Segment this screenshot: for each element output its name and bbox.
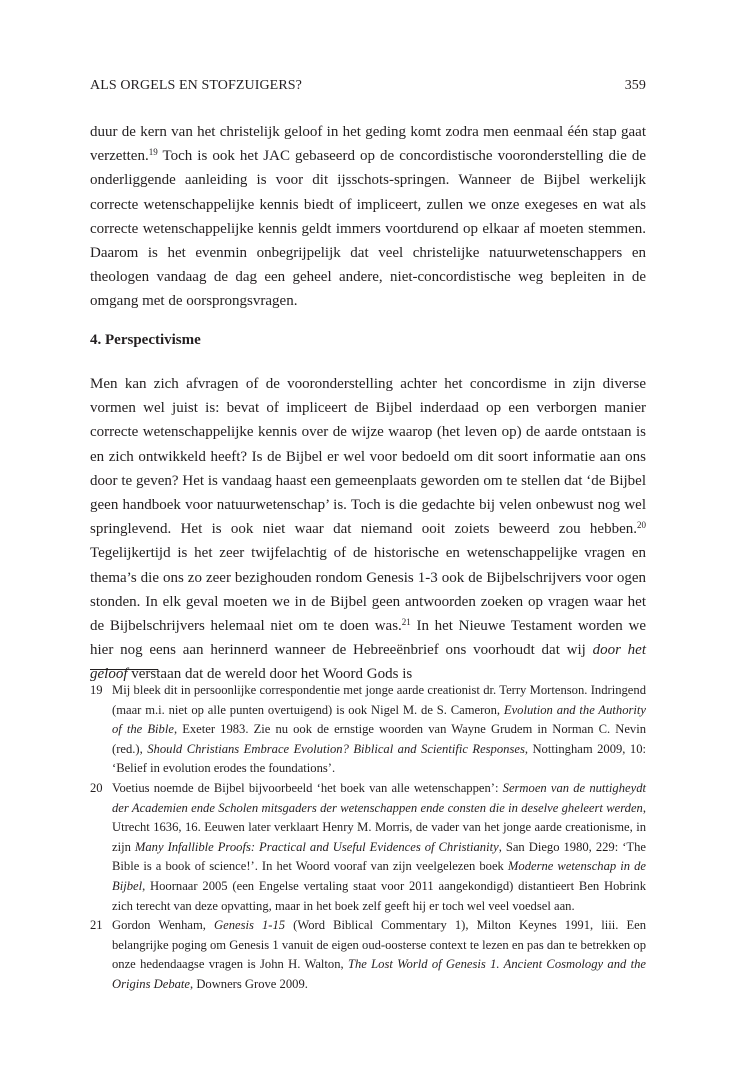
body-paragraph-2 bbox=[90, 372, 646, 687]
footnote-number: 21 bbox=[90, 918, 103, 933]
para2-text-a: Men kan zich afvragen of de vooronderstelling achter het concordisme in zijn diverse vormen wel juist is: bevat of impliceert de Bijbel inderdaad op een verborgen manier correcte wetenschappelijke kennis over de wijze waarop (het leven op) de aarde ontstaan is en zich ontwikkeld heeft? Is de Bijbel er wel voor bedoeld om dit soort informatie aan ons door te geven? Het is vandaag haast een gemeenplaats geworden om te stellen dat ‘de Bijbel geen handboek voor natuurwetenschap’ is. Toch is die gedachte bij velen onbewust nog wel springlevend. Het is ook niet waar dat niemand ooit zoiets beweerd zou hebben. bbox=[90, 376, 646, 538]
footnote-italic-title: The Lost World of Genesis 1. Ancient Cosmology and the Origins Debate bbox=[112, 957, 646, 991]
footnote-italic-title: Many Infallible Proofs: Practical and Useful Evidences of Christianity bbox=[134, 839, 499, 854]
footnote-italic-title: Genesis 1-15 bbox=[214, 918, 286, 933]
body-paragraph-1 bbox=[90, 120, 646, 314]
footnote-separator bbox=[90, 669, 158, 670]
para1-text-b: Toch is ook het JAC gebaseerd op de concordistische vooronderstelling die de onderliggende aanleiding is voor dit ijsschots-springen. Wanneer de Bijbel werkelijk correcte wetenschappelijke kennis biedt of impliceert, zullen we onze exegeses en wat als correcte wetenschappelijke kennis geldt immers voortdurend op elkaar af moeten stemmen. Daarom is het evenmin onbegrijpelijk dat veel christelijke natuurwetenschappers en theologen vandaag de dag een geheel andere, niet-concordistische weg bepleiten in de omgang met de oorsprongsvragen. bbox=[90, 148, 646, 310]
para2-italic-phrase: door het geloof bbox=[90, 642, 646, 683]
para2-text-d: verstaan dat de wereld door het Woord Gods is bbox=[127, 666, 413, 683]
footnote-text: , San Diego 1980, 229: ‘The Bible is a book of science!’. In het Woord vooraf van zijn veelgelezen boek bbox=[112, 839, 646, 874]
section-heading: 4. Perspectivisme bbox=[90, 332, 201, 348]
para1-text-a: duur de kern van het christelijk geloof in het geding komt zodra men eenmaal één stap gaat verzetten. bbox=[90, 124, 646, 165]
footnote-ref-21[interactable]: 21 bbox=[401, 617, 411, 628]
footnote-19 bbox=[90, 681, 646, 779]
para2-text-b: Tegelijkertijd is het zeer twijfelachtig of de historische en wetenschappelijke vragen en thema’s die ons zo zeer bezighouden rondom Genesis 1-3 ook de Bijbelschrijvers voor ogen stonden. In elk geval moeten we in de Bijbel geen antwoorden zoeken op vragen waar het de Bijbelschrijvers helemaal niet om te doen was. bbox=[90, 545, 646, 635]
footnote-italic-title: Moderne wetenschap in de Bijbel bbox=[112, 859, 646, 893]
footnote-text: , Exeter 1983. Zie nu ook de ernstige woorden van Wayne Grudem in Norman C. Nevin (red.), bbox=[112, 722, 647, 756]
footnotes bbox=[90, 681, 646, 995]
footnote-text: , Downers Grove 2009. bbox=[190, 976, 308, 991]
footnote-number: 19 bbox=[90, 683, 103, 697]
footnote-text: (Word Biblical Commentary 1), Milton Keynes 1991, liii. Een belangrijke poging om Genesis 1 vanuit de eigen oud-oosterse context te lezen en pas dan te betrekken op onze hedendaagse vragen is John H. Walton, bbox=[112, 918, 647, 972]
footnote-text: , Hoornaar 2005 (een Engelse vertaling staat voor 2011 aangekondigd) distantieert Ben Hobrink zich terecht van deze opvatting, maar in het boek zelf geeft hij er toch wel veel voedsel aan. bbox=[112, 878, 646, 913]
footnote-text: Mij bleek dit in persoonlijke correspondentie met jonge aarde creationist dr. Terry Mortenson. Indringend (maar m.i. niet op alle punten overtuigend) is ook Nigel M. de S. Cameron, bbox=[112, 683, 646, 717]
footnote-italic-title: Evolution and the Authority of the Bible bbox=[112, 702, 646, 737]
footnote-number: 20 bbox=[90, 780, 103, 795]
footnote-text: , Nottingham 2009, 10: ‘Belief in evolution erodes the foundations’. bbox=[112, 741, 647, 776]
footnote-italic-title: Sermoen van de nuttigheydt der Academien ende Scholen mitsgaders der wetenschappen ende consten die in deselve gheleert werden bbox=[112, 780, 646, 815]
footnote-text: Gordon Wenham, bbox=[112, 918, 215, 933]
footnote-italic-title: Should Christians Embrace Evolution? Biblical and Scientific Responses bbox=[147, 741, 525, 756]
page-number: 359 bbox=[624, 78, 646, 93]
running-header bbox=[90, 78, 646, 94]
footnote-ref-20[interactable]: 20 bbox=[637, 520, 646, 531]
footnote-text: , Utrecht 1636, 16. Eeuwen later verklaart Henry M. Morris, de vader van het jonge aarde creationisme, in zijn bbox=[112, 800, 646, 854]
para2-text-c: In het Nieuwe Testament worden we hier nog eens aan herinnerd wanneer de Hebreeënbrief ons voorhoudt dat wij bbox=[90, 618, 646, 659]
running-title: ALS ORGELS EN STOFZUIGERS? bbox=[90, 78, 302, 93]
footnote-20 bbox=[90, 779, 646, 916]
footnote-21 bbox=[90, 916, 646, 994]
footnote-ref-19[interactable]: 19 bbox=[148, 147, 158, 158]
footnote-text: Voetius noemde de Bijbel bijvoorbeeld ‘het boek van alle wetenschappen’: bbox=[112, 780, 503, 795]
